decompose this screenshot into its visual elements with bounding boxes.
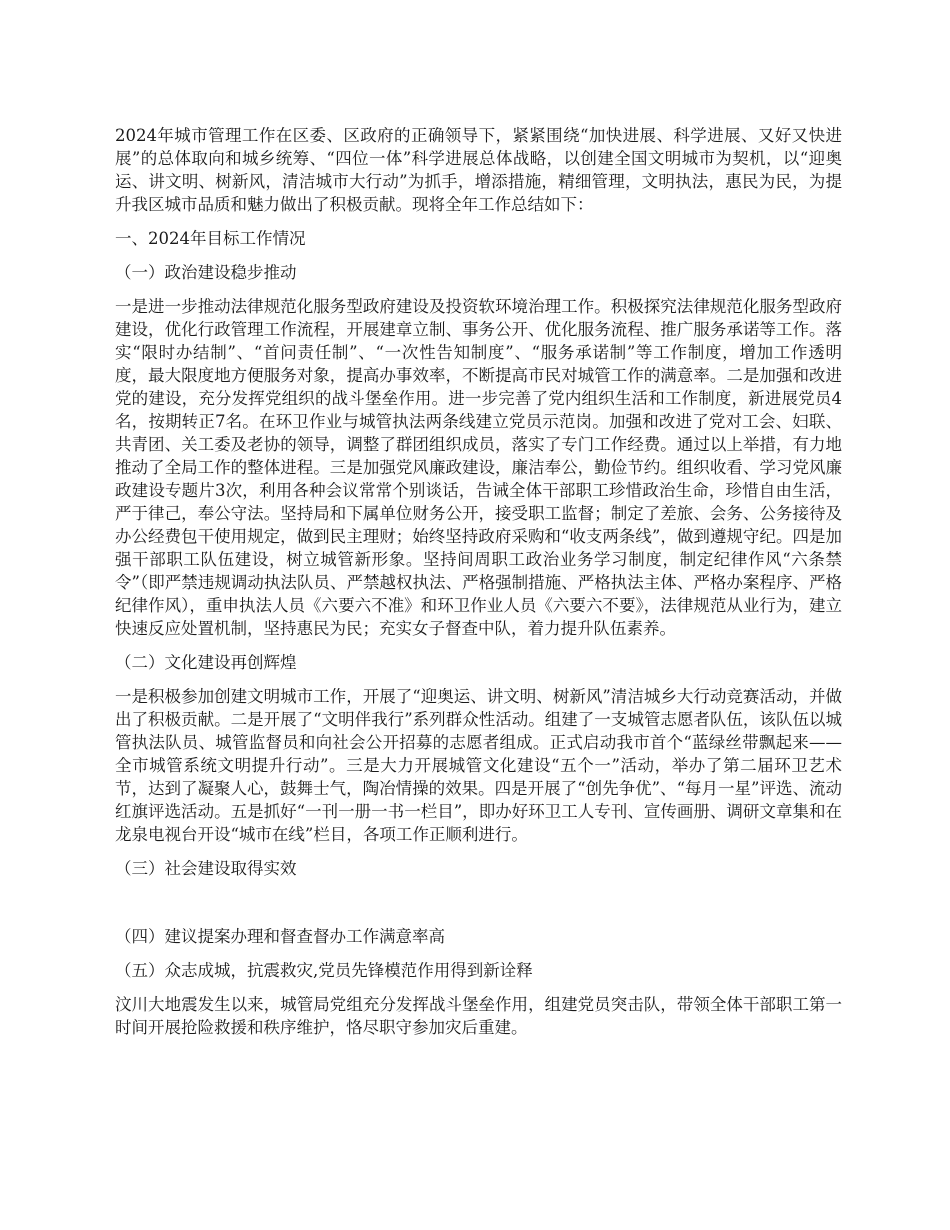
paragraph-earthquake: 汶川大地震发生以来，城管局党组充分发挥战斗堡垒作用，组建党员突击队，带领全体干部职工第一时间开展抢险救援和秩序维护，恪尽职守参加灾后重建。 (115, 995, 842, 1037)
paragraph-culture: 一是积极参加创建文明城市工作，开展了“迎奥运、讲文明、树新风”清洁城乡大行动竞赛活动，并做出了积极贡献。二是开展了“文明伴我行”系列群众性活动。组建了一支城管志愿者队伍，该队伍以城管执法队员、城管监督员和向社会公开招募的志愿者组成。正式启动我市首个“蓝绿丝带飘起来——全市城管系统文明提升行动”。三是大力开展城管文化建设“五个一”活动，举办了第二届环卫艺术节，达到了凝聚人心，鼓舞士气，陶冶情操的效果。四是开展了“创先争优”、“每月一星”评选、流动红旗评选活动。五是抓好“一刊一册一书一栏目”，即办好环卫工人专刊、宣传画册、调研文章集和在龙泉电视台开设“城市在线”栏目，各项工作正顺利进行。 (115, 687, 842, 844)
subheading-political: （一）政治建设稳步推动 (115, 263, 297, 282)
subheading-social: （三）社会建设取得实效 (115, 859, 297, 878)
paragraph-political: 一是进一步推动法律规范化服务型政府建设及投资软环境治理工作。积极探究法律规范化服务型政府建设，优化行政管理工作流程，开展建章立制、事务公开、优化服务流程、推广服务承诺等工作。落实“限时办结制”、“首问责任制”、“一次性告知制度”、“服务承诺制”等工作制度，增加工作透明度，最大限度地方便服务对象，提高办事效率，不断提高市民对城管工作的满意率。二是加强和改进党的建设，充分发挥党组织的战斗堡垒作用。进一步完善了党内组织生活和工作制度，新进展党员4名，按期转正7名。在环卫作业与城管执法两条线建立党员示范岗。加强和改进了党对工会、妇联、共青团、关工委及老协的领导，调整了群团组织成员，落实了专门工作经费。通过以上举措，有力地推动了全局工作的整体进程。三是加强党风廉政建设，廉洁奉公，勤俭节约。组织收看、学习党风廉政建设专题片3次，利用各种会议常常个别谈话，告诫全体干部职工珍惜政治生命，珍惜自由生活，严于律己，奉公守法。坚持局和下属单位财务公开，接受职工监督；制定了差旅、会务、公务接待及办公经费包干使用规定，做到民主理财；始终坚持政府采购和“收支两条线”，做到遵规守纪。四是加强干部职工队伍建设，树立城管新形象。坚持间周职工政治业务学习制度，制定纪律作风“六条禁令”（即严禁违规调动执法队员、严禁越权执法、严格强制措施、严格执法主体、严格办案程序、严格纪律作风），重申执法人员《六要六不准》和环卫作业人员《六要六不要》，法律规范从业行为，建立快速反应处置机制，坚持惠民为民；充实女子督查中队，着力提升队伍素养。 (115, 297, 842, 638)
document-body (115, 124, 842, 1050)
subheading-proposals: （四）建议提案办理和督查督办工作满意率高 (115, 927, 445, 946)
intro-paragraph: 2024年城市管理工作在区委、区政府的正确领导下，紧紧围绕“加快进展、科学进展、又好又快进展”的总体取向和城乡统筹、“四位一体”科学进展总体战略，以创建全国文明城市为契机，以“迎奥运、讲文明、树新风，清洁城市大行动”为抓手，增添措施，精细管理，文明执法，惠民为民，为提升我区城市品质和魅力做出了积极贡献。现将全年工作总结如下： (115, 126, 842, 214)
section-heading-targets: 一、2024年目标工作情况 (115, 229, 306, 248)
blank-space (115, 891, 842, 925)
subheading-earthquake: （五）众志成城，抗震救灾,党员先锋模范作用得到新诠释 (115, 961, 533, 980)
subheading-culture: （二）文化建设再创辉煌 (115, 653, 297, 672)
